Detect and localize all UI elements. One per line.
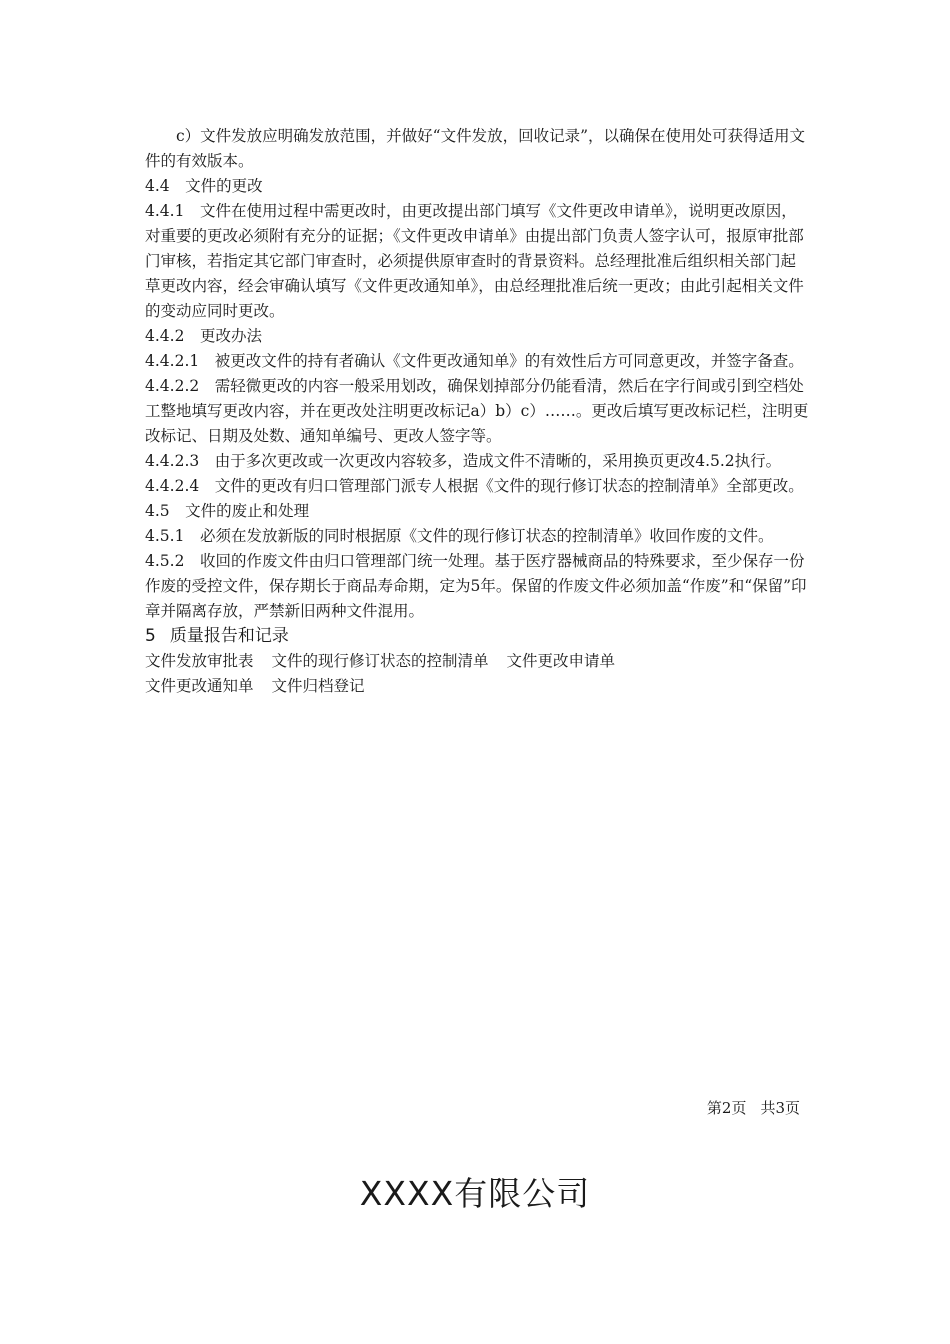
section-title: 质量报告和记录	[169, 626, 289, 646]
paragraph: 4.5.1 必须在发放新版的同时根据原《文件的现行修订状态的控制清单》收回作废的文件。	[145, 527, 774, 545]
document-body	[145, 124, 810, 699]
paragraph: 4.4.2 更改办法	[145, 327, 262, 345]
record-item: 文件的现行修订状态的控制清单	[271, 652, 489, 670]
section-number: 5	[145, 626, 156, 646]
paragraph: 4.4.2.4 文件的更改有归口管理部门派专人根据《文件的现行修订状态的控制清单》全部更改。	[145, 477, 804, 495]
paragraph: 4.4 文件的更改	[145, 177, 263, 195]
paragraph: 4.4.2.3 由于多次更改或一次更改内容较多，造成文件不清晰的，采用换页更改4.5.2执行。	[145, 452, 782, 470]
paragraph: 4.4.1 文件在使用过程中需更改时，由更改提出部门填写《文件更改申请单》，说明更改原因，对重要的更改必须附有充分的证据；《文件更改申请单》由提出部门负责人签字认可，报原审批部门审核，若指定其它部门审查时，必须提供原审查时的背景资料。总经理批准后组织相关部门起草更改内容，经会审确认填写《文件更改通知单》，由总经理批准后统一更改；由此引起相关文件的变动应同时更改。	[145, 202, 804, 320]
company-name: XXXX有限公司	[359, 1174, 591, 1213]
record-item: 文件发放审批表	[145, 652, 254, 670]
paragraph: 4.5.2 收回的作废文件由归口管理部门统一处理。基于医疗器械商品的特殊要求，至少保存一份作废的受控文件，保存期长于商品寿命期，定为5年。保留的作废文件必须加盖“作废”和“保留”印章并隔离存放，严禁新旧两种文件混用。	[145, 552, 807, 620]
records-row-1	[145, 649, 810, 674]
record-item: 文件更改通知单	[145, 677, 254, 695]
record-item: 文件归档登记	[271, 677, 365, 695]
page-current: 第2页	[706, 1099, 747, 1117]
page-total: 共3页	[760, 1099, 800, 1117]
section-5-heading	[145, 624, 810, 649]
page-number	[707, 1097, 800, 1119]
paragraph: 4.5 文件的废止和处理	[145, 502, 310, 520]
paragraph: 4.4.2.2 需轻微更改的内容一般采用划改，确保划掉部分仍能看清，然后在字行间或引到空档处工整地填写更改内容，并在更改处注明更改标记a）b）c）……。更改后填写更改标记栏，注明更改标记、日期及处数、通知单编号、更改人签字等。	[145, 377, 809, 445]
paragraph: 4.4.2.1 被更改文件的持有者确认《文件更改通知单》的有效性后方可同意更改，并签字备查。	[145, 352, 804, 370]
record-item: 文件更改申请单	[506, 652, 616, 670]
records-row-2	[145, 674, 810, 699]
paragraph-list	[145, 124, 810, 624]
paragraph: c）文件发放应明确发放范围，并做好“文件发放，回收记录”，以确保在使用处可获得适用文件的有效版本。	[145, 127, 806, 170]
